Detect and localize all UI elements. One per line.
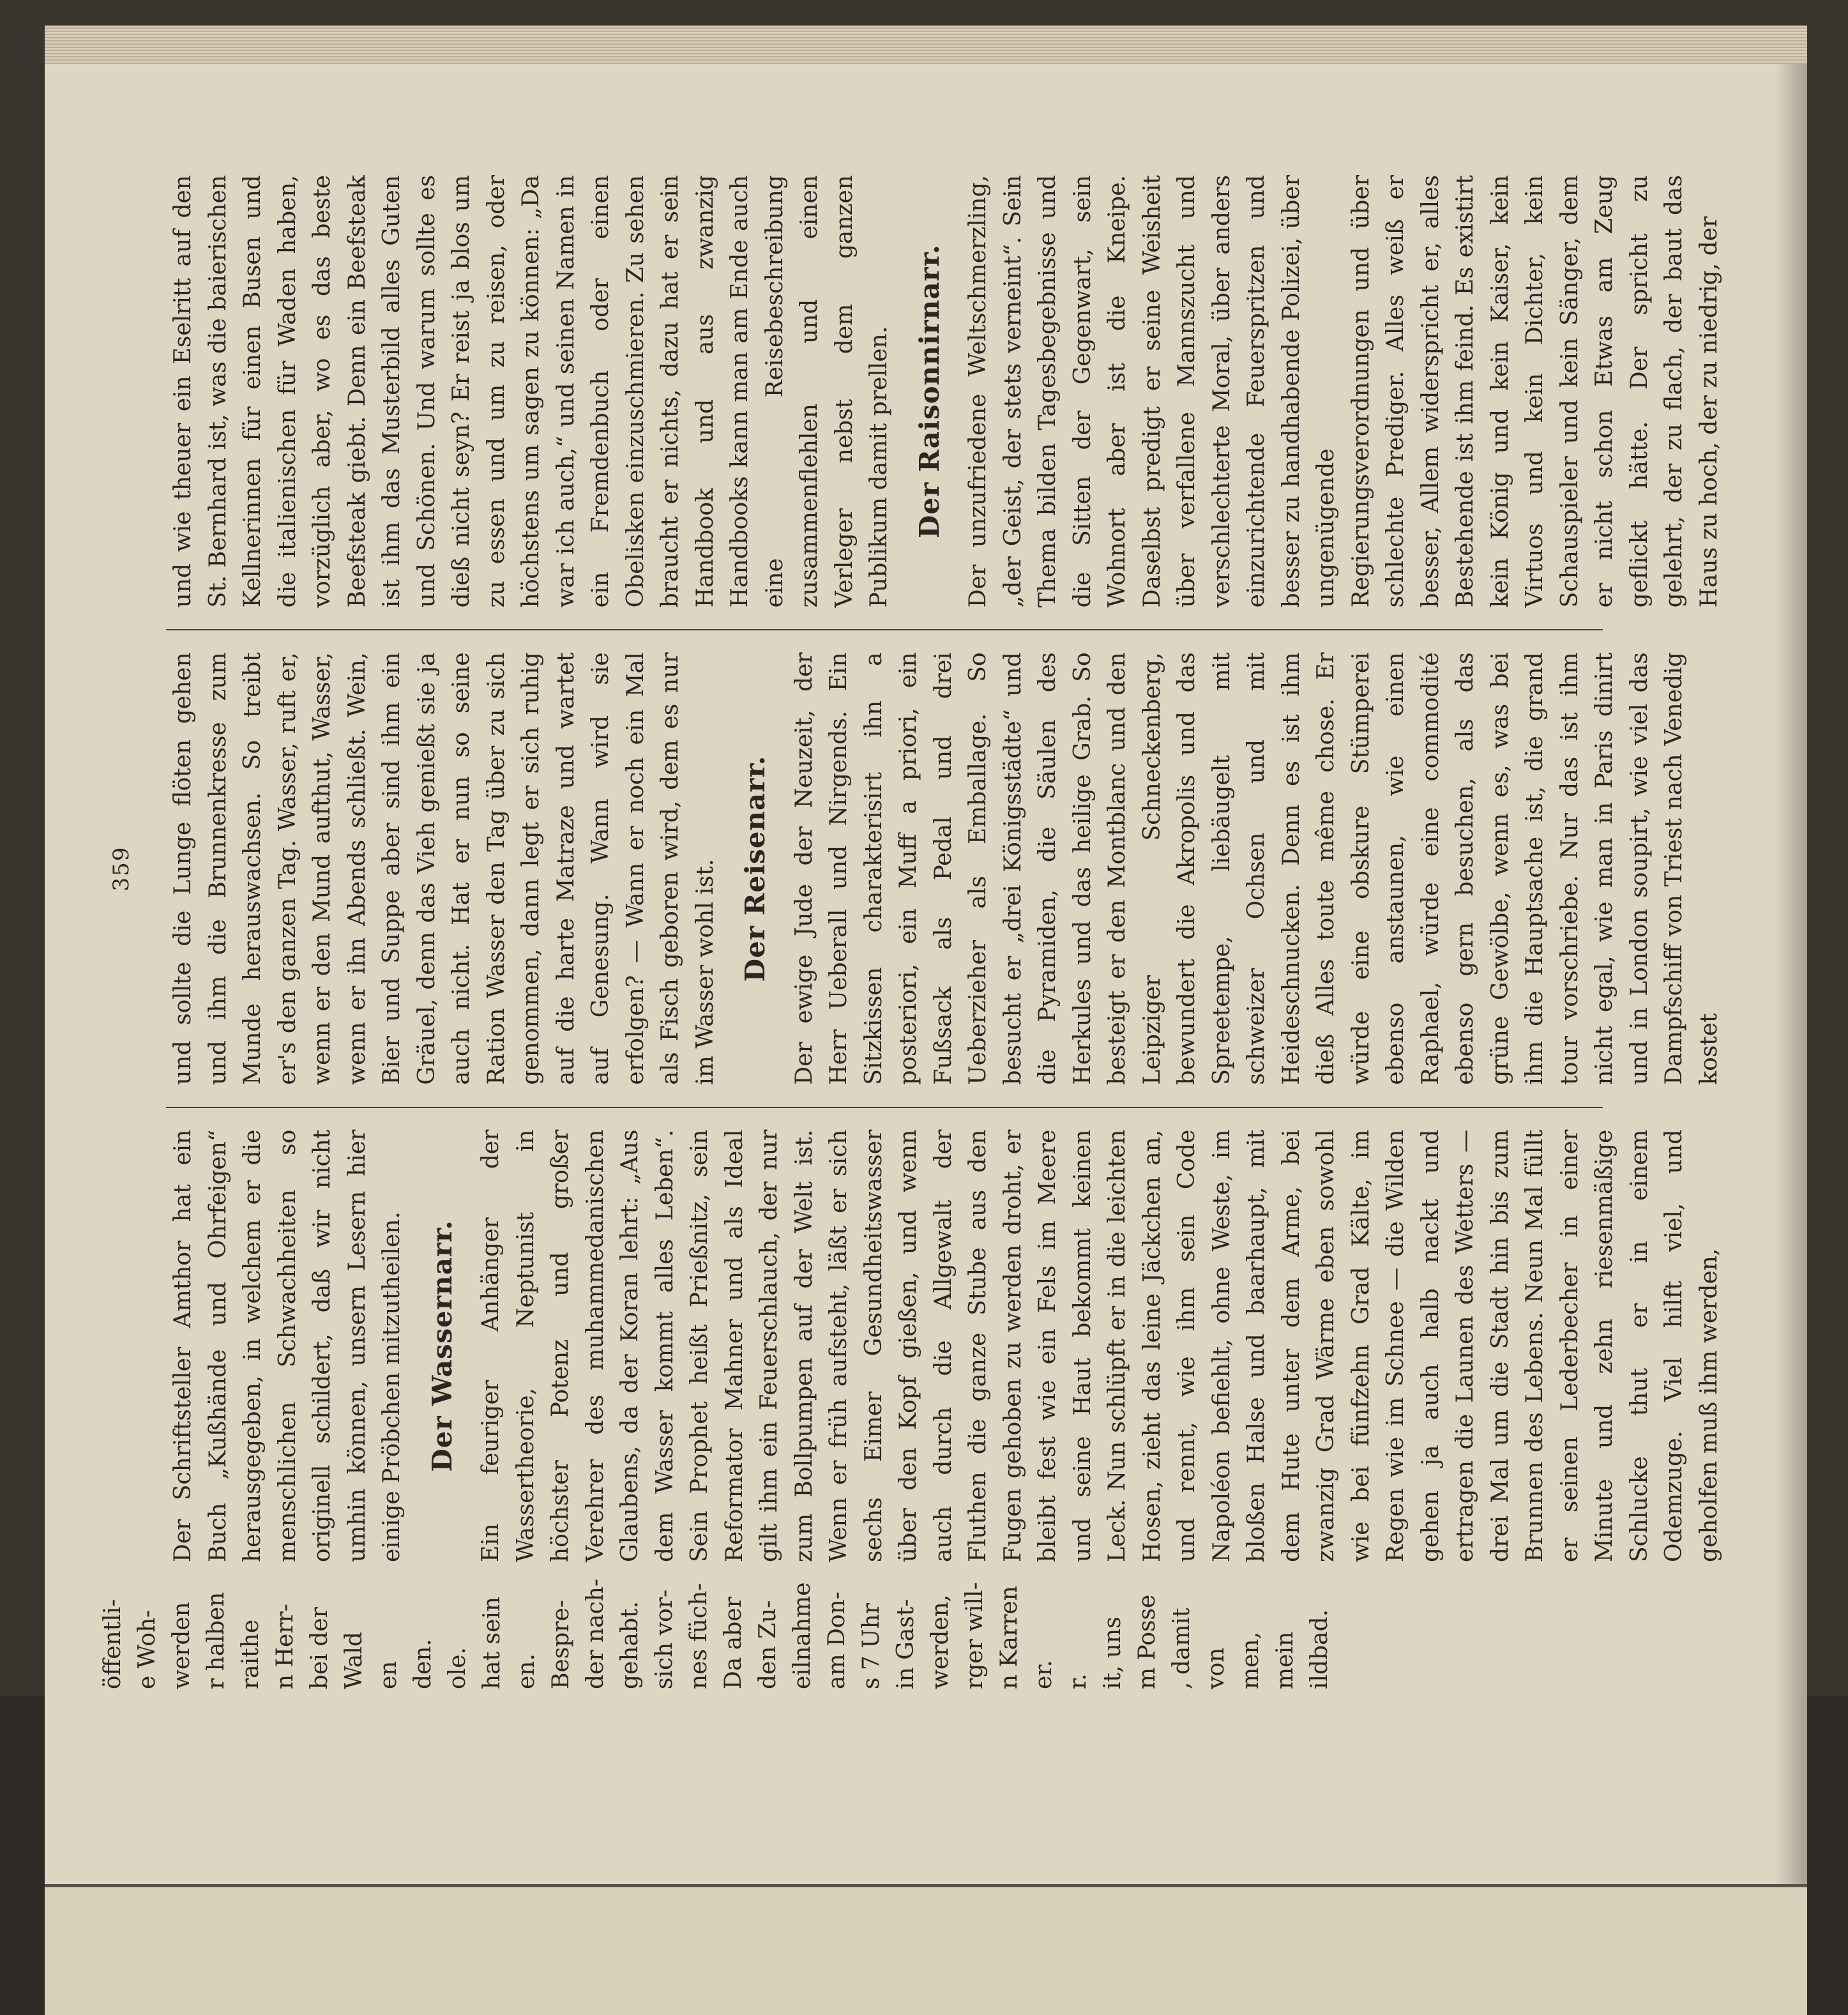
facing-page-line: hat sein (479, 1596, 505, 1689)
intro-paragraph: Der Schriftsteller Amthor hat ein Buch „Kußhände und Ohrfeigen“ herausgegeben, in welchem er die menschlichen Schwachheiten so originell schildert, daß wir nicht umhin können, unsern Lesern hier einige Pröbchen mitzutheilen. (170, 1129, 405, 1562)
facing-page-line: von (1203, 1647, 1229, 1689)
facing-page-line: m Posse (1134, 1594, 1160, 1689)
facing-page-line: men, (1238, 1631, 1264, 1689)
facing-page-line: en (375, 1661, 402, 1689)
paragraph-wassernarr: Ein feuriger Anhänger der Wassertheorie, Neptunist in höchster Potenz und großer Verehrer des muhammedanischen Glaubens, da der Koran lehrt: „Aus dem Wasser kommt alles Leben“. Sein Prophet heißt Prießnitz, sein Reformator Mahner und als Ideal gilt ihm ein Feuerschlauch, der nur zum Bollpumpen auf der Welt ist. Wenn er früh aufsteht, läßt er sich sechs Eimer Gesundheitswasser über den Kopf gießen, und wenn auch durch die Allgewalt der Fluthen die ganze Stube aus den Fugen gehoben zu werden droht, er bleibt fest wie ein Fels im Meere und seine Haut bekommt keinen Leck. Nun schlüpft er in die leichten Hosen, zieht das leine Jäckchen an, und rennt, wie ihm sein Code Napoléon befiehlt, ohne Weste, im bloßen Halse und baarhaupt, mit dem Hute unter dem Arme, bei zwanzig Grad Wärme eben sowohl wie bei fünfzehn Grad Kälte, im Regen wie im Schnee — die Wilden gehen ja auch halb nackt und ertragen die Launen des Wetters — drei Mal um die Stadt hin bis zum Brunnen des Lebens. Neun Mal füllt er seinen Lederbecher in einer Minute und zehn riesenmäßige Schlucke thut er in einem Odemzuge. Viel hilft viel, und geholfen muß ihm werden, (478, 1129, 1722, 1562)
facing-page-line: ildbad. (1306, 1609, 1333, 1689)
facing-page-line: in Gast- (893, 1599, 919, 1689)
facing-page-line: n Herr- (272, 1604, 298, 1689)
facing-page (45, 1887, 1807, 2015)
facing-page-line: en. (513, 1654, 540, 1689)
text-columns (166, 153, 1722, 1584)
facing-page-line: werden, (927, 1594, 953, 1689)
paragraph-reisenarr: Der ewige Jude der Neuzeit, der Herr Ueberall und Nirgends. Ein Sitzkissen charakterisirt ihn a posteriori, ein Muff a priori, ein Fußsack als Pedal und drei Ueberzieher als Emballage. So besucht er „drei Königsstädte“ und die Pyramiden, die Säulen des Herkules und das heilige Grab. So besteigt er den Montblanc und den Leipziger Schneckenberg, bewundert die Akropolis und das Spreetempe, liebäugelt mit schweizer Ochsen und mit Heideschnucken. Denn es ist ihm dieß Alles toute même chose. Er würde eine obskure Stümperei ebenso anstaunen, wie einen Raphael, würde eine commodité ebenso gern besuchen, als das grüne Gewölbe, wenn es, was bei ihm die Hauptsache ist, die grand tour vorschriebe. Nur das ist ihm nicht egal, wie man in Paris dinirt und in London soupirt, wie viel das Dampfschiff von Triest nach Venedig kostet (791, 652, 1722, 1085)
facing-page-line: Bespre- (548, 1600, 574, 1689)
page-content-rotated (96, 128, 1722, 1609)
facing-page-line: eilnahme (789, 1582, 815, 1689)
heading-reisenarr: Der Reisenarr. (739, 755, 771, 982)
facing-page-line: den Zu- (755, 1600, 781, 1689)
facing-page-line: it, uns (1100, 1616, 1126, 1689)
facing-page-line: er. (1031, 1659, 1057, 1689)
facing-page-line: Wald (341, 1632, 367, 1689)
facing-page-line: r. (1065, 1673, 1091, 1689)
facing-page-line: öffentli- (100, 1599, 126, 1689)
facing-page-line: werden (169, 1602, 195, 1689)
facing-page-line: bei der (307, 1607, 333, 1689)
page-binding-shadow (1775, 64, 1807, 1890)
facing-page-line: n Karren (996, 1586, 1022, 1689)
facing-page-line: gehabt. (617, 1601, 643, 1689)
facing-page-line: mein (1272, 1631, 1298, 1689)
column-right (166, 153, 1722, 630)
facing-page-line: s 7 Uhr (858, 1603, 884, 1689)
paragraph-raisonnirnarr: Der unzufriedene Weltschmerzling, „der Geist, der stets verneint“. Sein Thema bilden Tagesbegebnisse und die Sitten der Gegenwart, sein Wohnort aber ist die Kneipe. Daselbst predigt er seine Weisheit über verfallene Mannszucht und verschlechterte Moral, über anders einzurichtende Feuerspritzen und besser zu handhabende Polizei, über ungenügende Regierungsverordnungen und über schlechte Prediger. Alles weiß er besser, Allem widerspricht er, alles Bestehende ist ihm feind. Es existirt kein König und kein Kaiser, kein Virtuos und kein Dichter, kein Schauspieler und kein Sänger, dem er nicht schon Etwas am Zeug geflickt hätte. Der spricht zu gelehrt, der zu flach, der baut das Haus zu hoch, der zu niedrig, der (965, 175, 1722, 608)
facing-page-line: der nach- (582, 1578, 609, 1689)
facing-page-line: am Don- (824, 1592, 850, 1689)
facing-page-fragments (96, 1579, 1337, 1689)
heading-raisonnirnarr: Der Raisonnirnarr. (913, 244, 945, 538)
paragraph-wassernarr-continued: und sollte die Lunge flöten gehen und ihm die Brunnenkresse zum Munde herauswachsen. So treibt er's den ganzen Tag. Wasser, ruft er, wenn er den Mund aufthut, Wasser, wenn er ihn Abends schließt. Wein, Bier und Suppe aber sind ihm ein Gräuel, denn das Vieh genießt sie ja auch nicht. Hat er nun so seine Ration Wasser den Tag über zu sich genommen, dann legt er sich ruhig auf die harte Matraze und wartet auf Genesung. Wann wird sie erfolgen? — Wann er noch ein Mal als Fisch geboren wird, dem es nur im Wasser wohl ist. (170, 652, 718, 1085)
facing-page-line: sich vor- (651, 1589, 678, 1689)
column-middle (166, 630, 1722, 1107)
heading-wassernarr: Der Wassernarr. (426, 1220, 458, 1472)
column-left (166, 1108, 1722, 1584)
facing-page-line: Da aber (720, 1597, 746, 1689)
facing-page-line: den. (410, 1639, 436, 1689)
facing-page-line: e Woh- (134, 1609, 160, 1689)
facing-page-line: , damit (1169, 1608, 1195, 1689)
facing-page-line: rger will- (962, 1582, 988, 1689)
facing-page-line: r halben (203, 1592, 229, 1689)
facing-page-line: raithe (238, 1619, 264, 1689)
page-number: 359 (109, 846, 134, 892)
facing-page-line: nes füch- (686, 1583, 712, 1689)
facing-page-line: ole. (444, 1647, 471, 1689)
paragraph-reisenarr-continued: und wie theuer ein Eselritt auf den St. Bernhard ist, was die baierischen Kellnerinnen für einen Busen und die italienischen für Waden haben, vorzüglich aber, wo es das beste Beefsteak giebt. Denn ein Beefsteak ist ihm das Musterbild alles Guten und Schönen. Und warum sollte es dieß nicht seyn? Er reist ja blos um zu essen und um zu reisen, oder höchstens um sagen zu können: „Da war ich auch,“ und seinen Namen in ein Fremdenbuch oder einen Obelisken einzuschmieren. Zu sehen braucht er nichts, dazu hat er sein Handbook und aus zwanzig Handbooks kann man am Ende auch eine Reisebeschreibung zusammenflehlen und einen Verleger nebst dem ganzen Publikum damit prellen. (170, 175, 892, 608)
